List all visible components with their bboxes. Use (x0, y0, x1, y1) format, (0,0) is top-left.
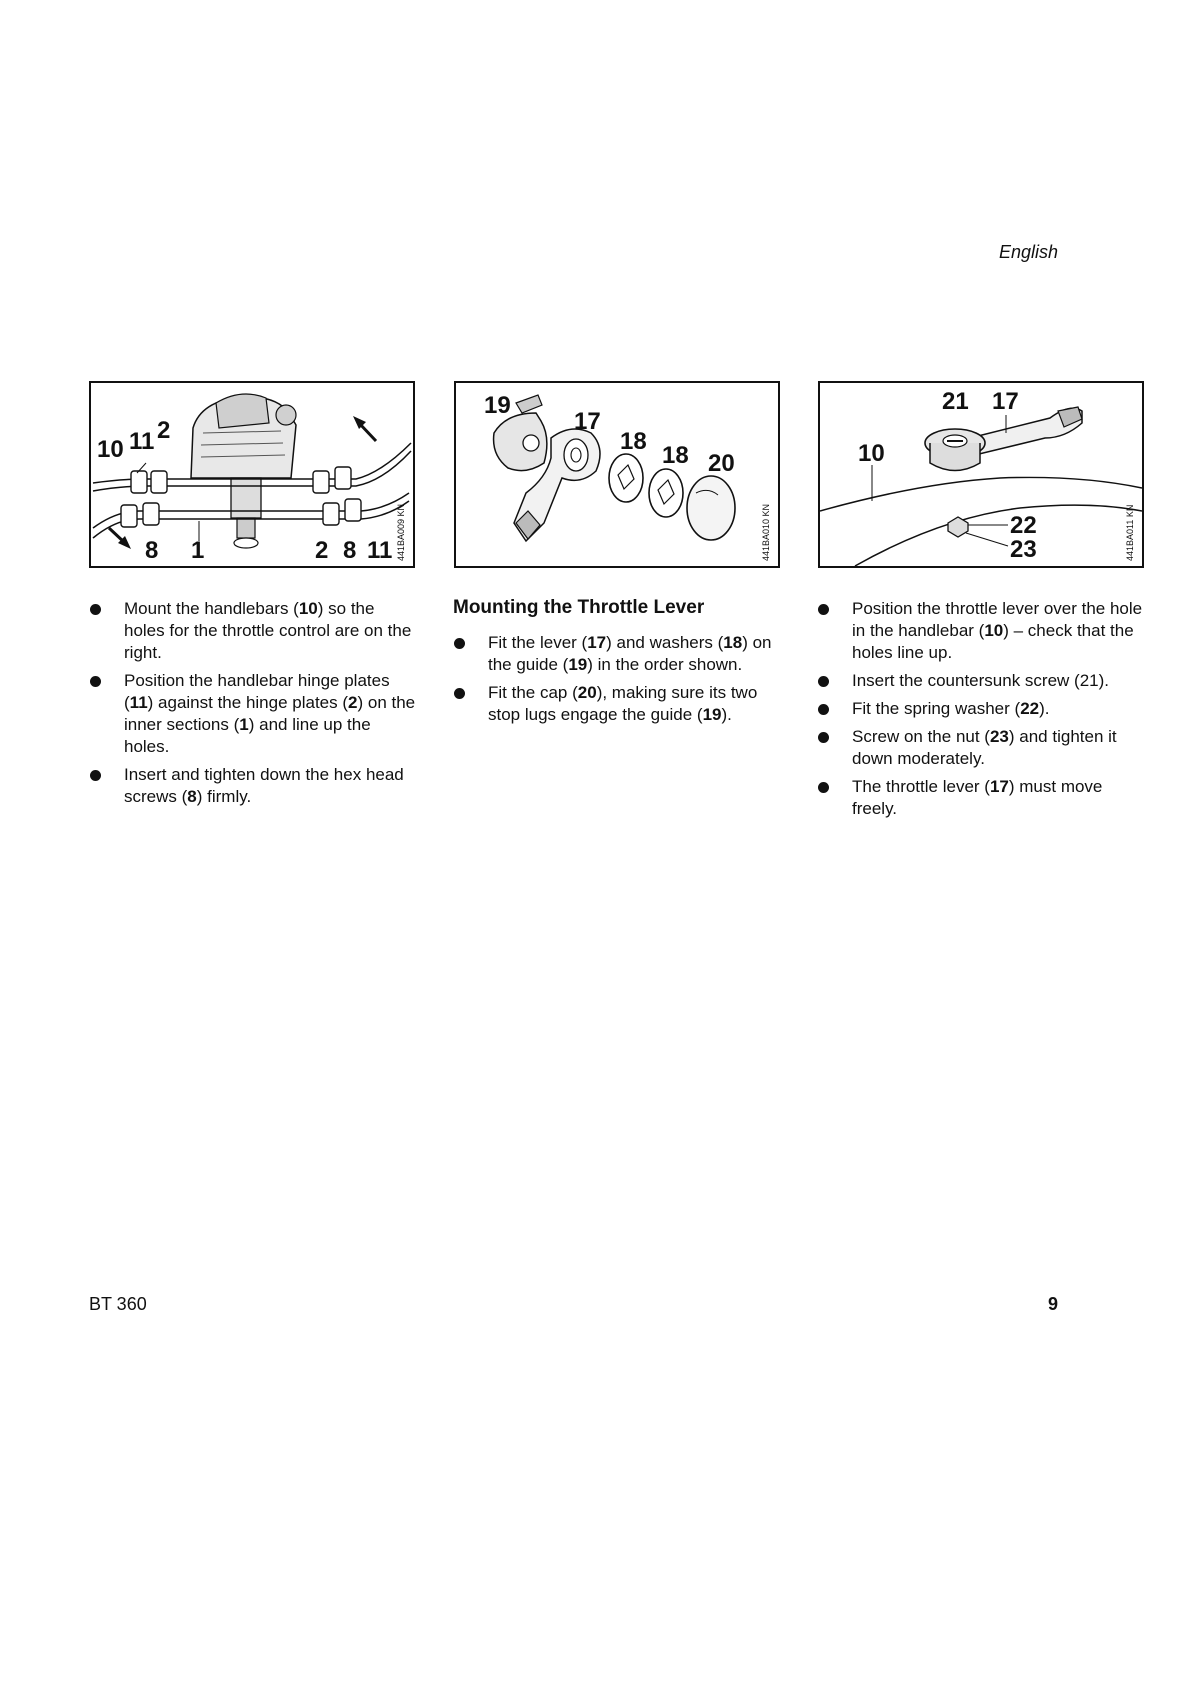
part-number: 17 (587, 633, 607, 652)
figure-code: 441BA011 KN (1125, 504, 1135, 561)
instruction-text: Fit the spring washer ( (852, 699, 1021, 718)
part-number: 17 (989, 777, 1009, 796)
instruction-item (453, 682, 783, 726)
instruction-text: ) and washers ( (606, 633, 724, 652)
instruction-text: Insert the countersunk screw (21). (852, 671, 1110, 690)
instruction-text: The throttle lever ( (852, 777, 990, 796)
instruction-text: Screw on the nut ( (852, 727, 990, 746)
instruction-item (89, 598, 419, 664)
part-number: 23 (989, 727, 1009, 746)
callout-20: 20 (708, 450, 735, 477)
instruction-item (817, 726, 1147, 770)
language-label: English (998, 242, 1058, 262)
part-number: 10 (298, 599, 318, 618)
instruction-text: ) – check that the holes line up. (852, 621, 1134, 662)
callout-19: 19 (484, 392, 511, 419)
instruction-text: ) on the guide ( (488, 633, 772, 674)
bullet-icon (818, 676, 829, 687)
section-heading: Mounting the Throttle Lever (453, 597, 705, 618)
callout-23: 23 (1010, 536, 1037, 563)
instruction-item (817, 598, 1147, 664)
part-number: 1 (239, 715, 249, 734)
instruction-item (817, 776, 1147, 820)
page-number: 9 (1047, 1294, 1058, 1314)
callout-18-second: 18 (662, 442, 689, 469)
part-number: 18 (723, 633, 743, 652)
instruction-text: Fit the cap ( (488, 683, 578, 702)
callout-17: 17 (992, 388, 1019, 415)
figure-code: 441BA009 KN (396, 503, 406, 561)
instruction-item (89, 764, 419, 808)
throttle-parts-illustration (456, 383, 778, 566)
lever-installed-illustration (820, 383, 1142, 566)
part-number: 11 (129, 693, 148, 712)
part-number: 20 (577, 683, 597, 702)
instruction-text: ) firmly. (196, 787, 252, 806)
instruction-text: Position the throttle lever over the hole in the handlebar ( (852, 599, 1143, 640)
instruction-item (817, 698, 1147, 720)
instruction-text: ) must move freely. (852, 777, 1103, 818)
part-number: 19 (702, 705, 722, 724)
handlebar-illustration (91, 383, 413, 566)
part-number: 19 (568, 655, 588, 674)
part-number: 10 (984, 621, 1004, 640)
part-number: 22 (1020, 699, 1040, 718)
instruction-text: ) against the hinge plates ( (147, 693, 349, 712)
callout-8-right: 8 (343, 537, 357, 564)
bullet-icon (818, 732, 829, 743)
bullet-icon (454, 638, 465, 649)
instruction-text: ), making sure its two stop lugs engage the guide ( (488, 683, 758, 724)
instruction-text: ). (1039, 699, 1050, 718)
instruction-text: Mount the handlebars ( (124, 599, 299, 618)
part-number: 8 (187, 787, 197, 806)
bullet-icon (90, 676, 101, 687)
figure-code: 441BA010 KN (761, 503, 771, 561)
instruction-text: ) in the order shown. (587, 655, 743, 674)
callout-11: 11 (129, 428, 155, 455)
callout-10: 10 (858, 440, 885, 467)
instruction-text: ). (721, 705, 732, 724)
callout-21: 21 (942, 388, 969, 415)
bullet-icon (818, 604, 829, 615)
column-lever-instructions (817, 598, 1147, 826)
instruction-text: ) and line up the holes. (124, 715, 371, 756)
model-label: BT 360 (89, 1294, 147, 1314)
instruction-text: ) on the inner sections ( (124, 693, 416, 734)
figure-handlebar-mounting (89, 381, 415, 568)
callout-18-first: 18 (620, 428, 647, 455)
bullet-icon (818, 782, 829, 793)
bullet-icon (818, 704, 829, 715)
part-number: 2 (348, 693, 358, 712)
instruction-item (453, 632, 783, 676)
instruction-text: Insert and tighten down the hex head screws ( (124, 765, 404, 806)
figure-lever-installed (818, 381, 1144, 568)
instruction-text: ) so the holes for the throttle control are on the right. (124, 599, 412, 662)
bullet-icon (90, 770, 101, 781)
instruction-list (817, 598, 1147, 820)
instruction-list (89, 598, 419, 808)
instruction-text: Position the handlebar hinge plates ( (124, 671, 390, 712)
figure-throttle-parts (454, 381, 780, 568)
instruction-text: ) and tighten it down moderately. (852, 727, 1117, 768)
callout-17: 17 (574, 408, 601, 435)
callout-8: 8 (145, 537, 159, 564)
bullet-icon (454, 688, 465, 699)
instruction-text: Fit the lever ( (488, 633, 588, 652)
callout-11-right: 11 (367, 537, 393, 564)
callout-22: 22 (1010, 512, 1037, 539)
bullet-icon (90, 604, 101, 615)
callout-2-right: 2 (315, 537, 329, 564)
instruction-item (817, 670, 1147, 692)
instruction-item (89, 670, 419, 758)
callout-2: 2 (157, 417, 171, 444)
callout-1: 1 (191, 537, 205, 564)
column-throttle-instructions (453, 596, 783, 732)
column-handlebar-instructions (89, 598, 419, 814)
instruction-list (453, 632, 783, 726)
callout-10: 10 (97, 436, 124, 463)
